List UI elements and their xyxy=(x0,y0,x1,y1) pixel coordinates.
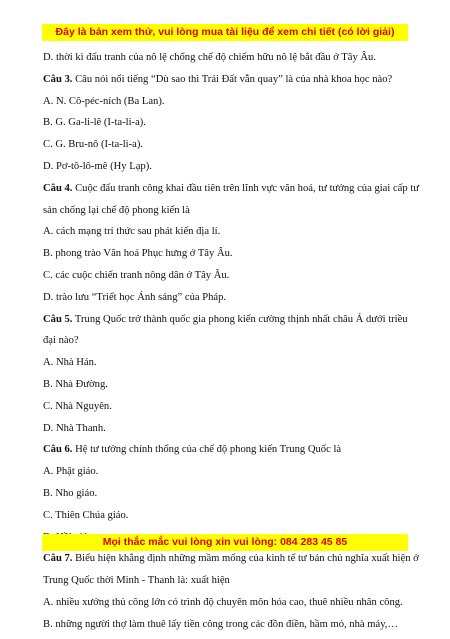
question-7-number: Câu 7. xyxy=(43,553,73,565)
question-3-option-b: B. G. Ga-li-lê (I-ta-li-a). xyxy=(43,117,146,129)
contact-hotline-banner: Mọi thắc mắc vui lòng xin vui lòng: 084 283 45 85 xyxy=(42,534,408,551)
question-4-option-c: C. các cuộc chiến tranh nông dân ở Tây Âu. xyxy=(43,269,230,281)
question-4-stem-line-1 xyxy=(43,181,420,196)
question-4-option-d: D. trào lưu “Triết học Ánh sáng” của Pháp. xyxy=(43,291,227,303)
question-6-text: Hệ tư tưởng chính thống của chế độ phong kiến Trung Quốc là xyxy=(72,444,342,456)
question-7-stem-line-1 xyxy=(43,551,419,566)
question-4-option-b: B. phong trào Văn hoá Phục hưng ở Tây Âu. xyxy=(43,248,233,260)
question-3-option-d: D. Pơ-tô-lô-mê (Hy Lạp). xyxy=(43,160,152,172)
question-7-stem-line-2: Trung Quốc thời Minh - Thanh là: xuất hiện xyxy=(43,575,230,587)
question-6-stem xyxy=(43,442,415,457)
question-5-number: Câu 5. xyxy=(43,313,73,325)
previous-question-option-d: D. thời kì đấu tranh của nô lệ chống chế độ chiếm hữu nô lệ bắt đầu ở Tây Âu. xyxy=(43,52,377,63)
question-5-stem-line-2: đại nào? xyxy=(43,335,79,347)
question-7-option-b: B. những người thợ làm thuê lấy tiền công trong các đồn điền, hầm mỏ, nhà máy,… xyxy=(43,618,399,630)
question-4-text: Cuộc đấu tranh công khai đầu tiên trên lĩnh vực văn hoá, tư tưởng của giai cấp tư xyxy=(72,182,420,194)
question-5-option-a: A. Nhà Hán. xyxy=(43,357,97,369)
preview-notice-banner: Đây là bản xem thử, vui lòng mua tài liệu để xem chi tiết (có lời giải) xyxy=(42,24,408,41)
question-7-text: Biểu hiện khẳng định những mầm mống của kinh tế tư bản chủ nghĩa xuất hiện ở xyxy=(72,553,419,565)
question-5-option-b: B. Nhà Đường. xyxy=(43,378,108,390)
question-6-number: Câu 6. xyxy=(43,444,73,456)
question-5-option-c: C. Nhà Nguyên. xyxy=(43,400,112,412)
question-7-option-a: A. nhiều xưởng thủ công lớn có trình độ chuyên môn hóa cao, thuê nhiều nhân công. xyxy=(43,596,403,608)
question-4-stem-line-2: sản chống lại chế độ phong kiến là xyxy=(43,204,190,216)
question-5-option-d: D. Nhà Thanh. xyxy=(43,422,106,434)
question-3-number: Câu 3. xyxy=(43,73,73,85)
question-5-text: Trung Quốc trở thành quốc gia phong kiến cường thịnh nhất châu Á dưới triều xyxy=(72,313,408,325)
question-6-option-a: A. Phật giáo. xyxy=(43,466,99,478)
question-3-option-a: A. N. Cô-péc-ních (Ba Lan). xyxy=(43,95,165,107)
question-4-number: Câu 4. xyxy=(43,182,73,194)
question-5-stem-line-1 xyxy=(43,312,415,327)
question-3-text: Câu nói nổi tiếng “Dù sao thì Trái Đất vẫn quay” là của nhà khoa học nào? xyxy=(72,73,393,85)
question-3-stem xyxy=(43,72,415,87)
question-6-option-b: B. Nho giáo. xyxy=(43,487,98,499)
question-3-option-c: C. G. Bru-nô (I-ta-li-a). xyxy=(43,139,144,151)
question-6-option-c: C. Thiên Chúa giáo. xyxy=(43,509,129,521)
question-4-option-a: A. cách mạng trí thức sau phát kiến địa lí. xyxy=(43,226,221,238)
